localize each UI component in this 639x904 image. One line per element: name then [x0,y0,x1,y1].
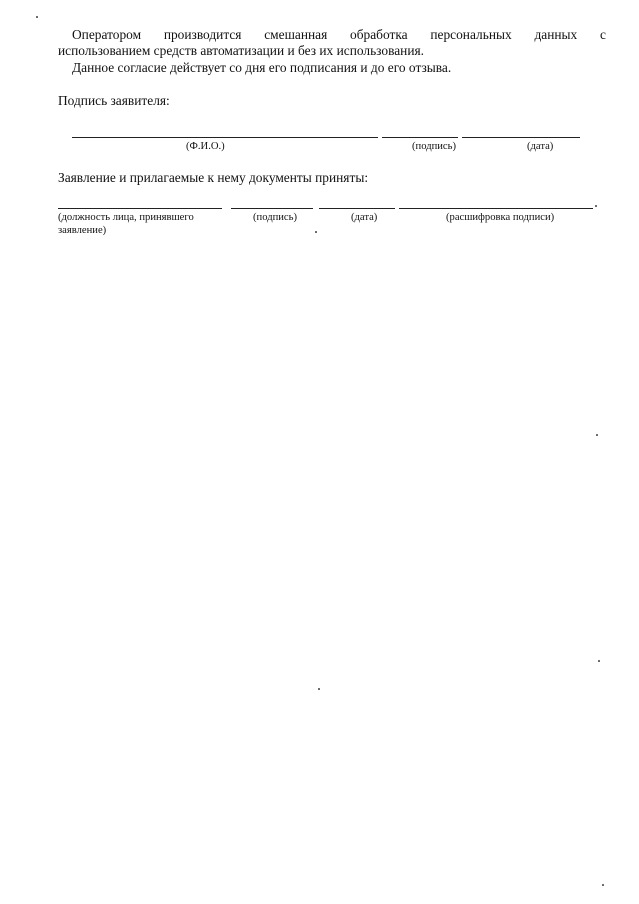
word: персональных [430,27,512,42]
applicant-name-line [72,137,378,138]
scan-speck [318,688,320,690]
paragraph-operator-line1 [58,27,606,43]
word: обработка [350,27,408,42]
applicant-date-line [462,137,580,138]
caption-accepter-position-cont: заявление) [58,225,107,236]
accepter-decoding-line [399,208,593,209]
accepter-position-line [58,208,222,209]
accepter-date-line [319,208,395,209]
caption-accepter-position: (должность лица, принявшего [58,212,194,223]
scan-speck [36,16,38,18]
word: данных [534,27,578,42]
paragraph-consent-validity: Данное согласие действует со дня его подписания и до его отзыва. [72,60,452,75]
word: смешанная [264,27,328,42]
scan-speck [598,660,600,662]
caption-applicant-date: (дата) [527,141,554,152]
applicant-signature-line [382,137,458,138]
caption-accepter-date: (дата) [351,212,378,223]
paragraph-operator-line2: использованием средств автоматизации и без их использования. [58,43,425,58]
accepter-signature-line [231,208,313,209]
word: с [599,27,606,42]
scan-speck [315,231,317,233]
word: производится [163,27,242,42]
caption-applicant-signature: (подпись) [412,141,456,152]
scan-speck [596,434,598,436]
applicant-signature-heading: Подпись заявителя: [58,93,170,108]
caption-applicant-name: (Ф.И.О.) [186,141,225,152]
scan-speck [595,205,597,207]
caption-accepter-signature: (подпись) [253,212,297,223]
word: Оператором [72,27,142,42]
caption-accepter-decoding: (расшифровка подписи) [446,212,555,223]
acceptance-heading: Заявление и прилагаемые к нему документы приняты: [58,170,369,185]
scan-speck [602,884,604,886]
